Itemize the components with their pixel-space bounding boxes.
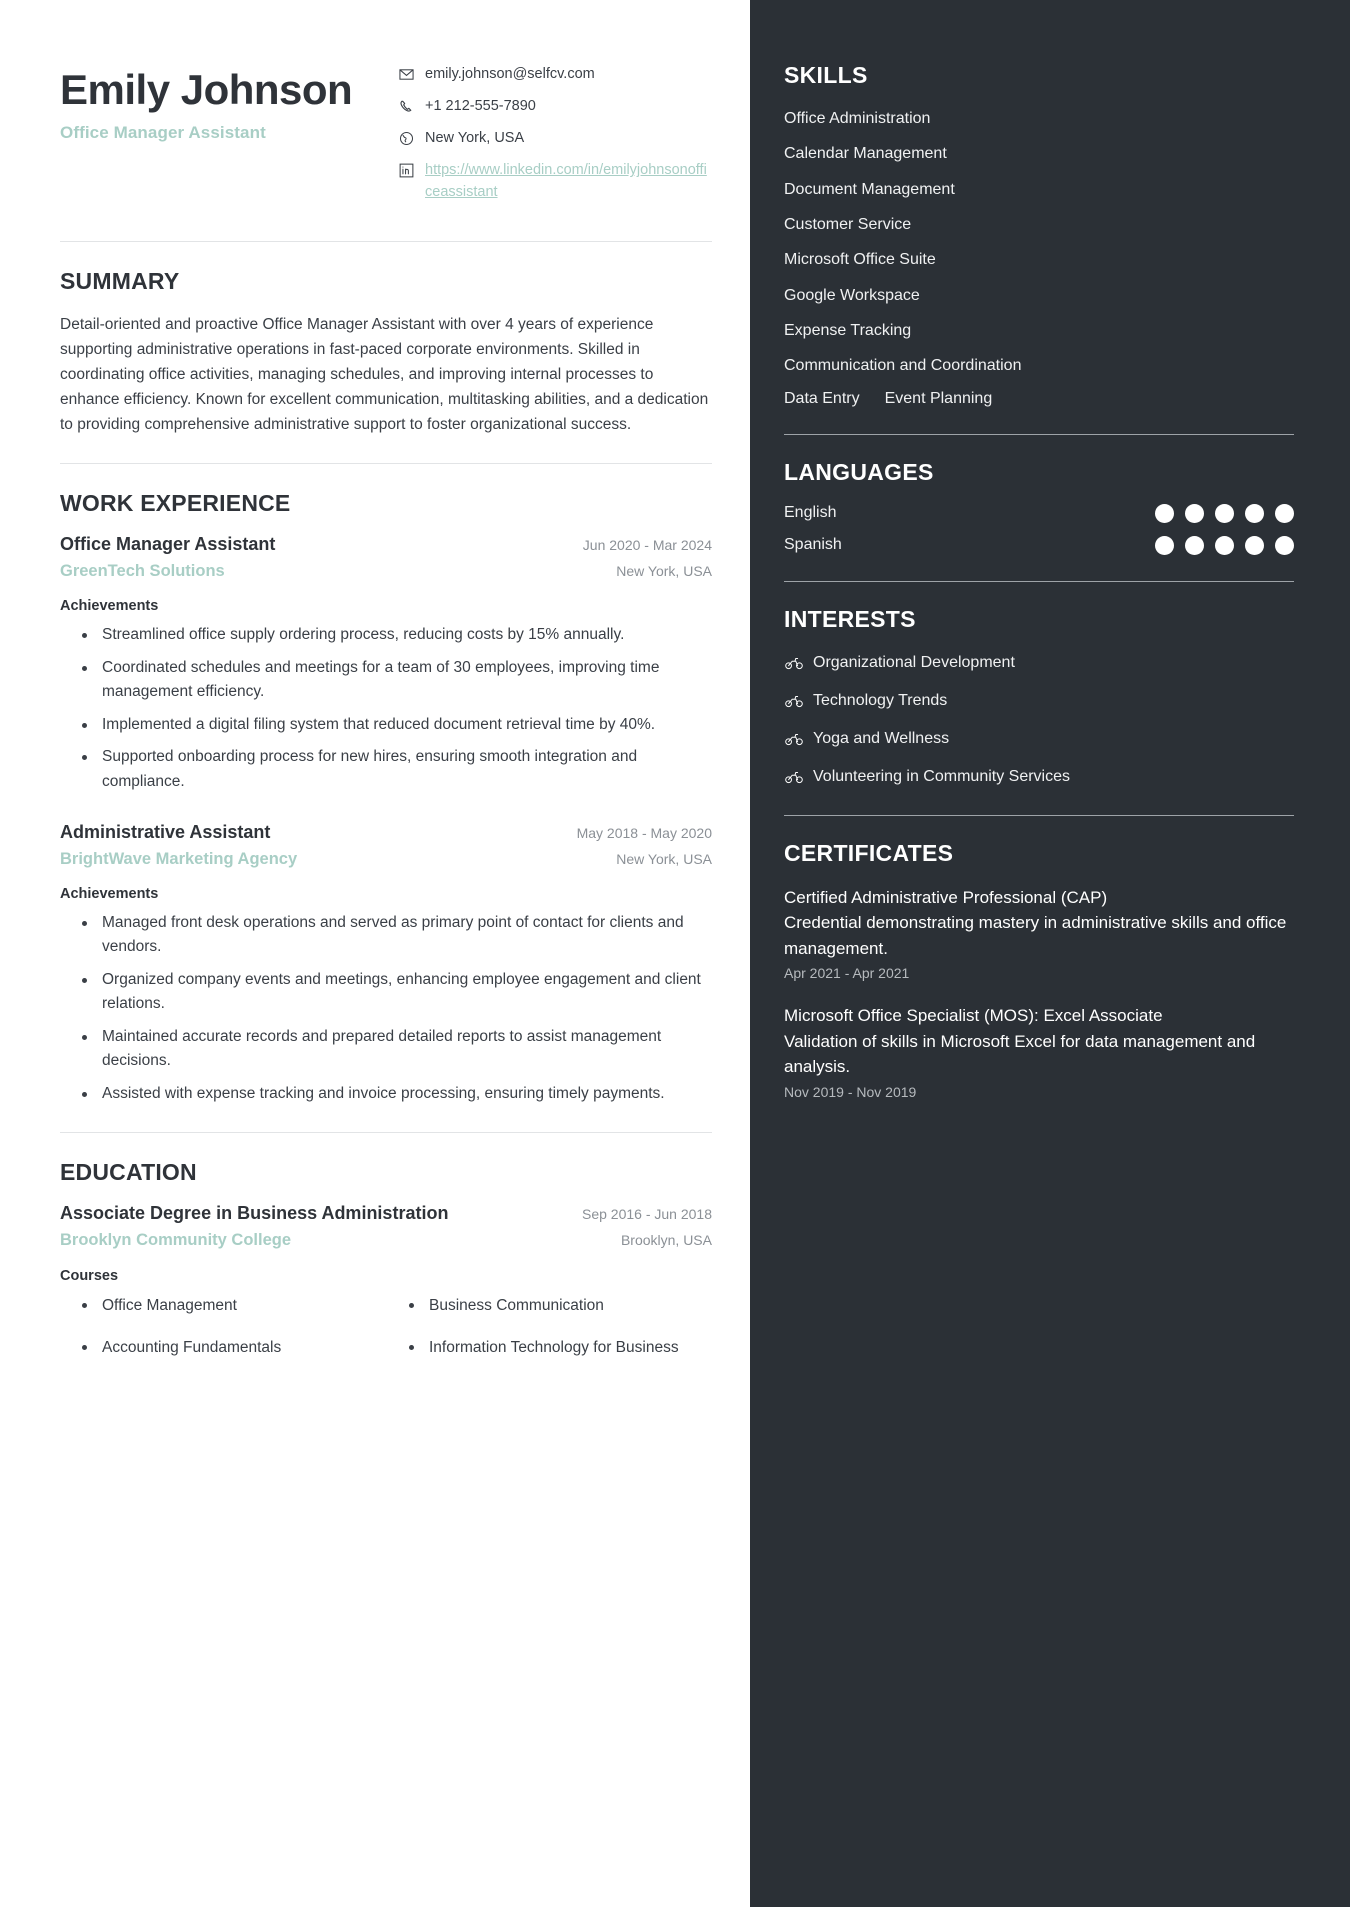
work-divider — [60, 1132, 712, 1133]
achievements-label: Achievements — [60, 886, 159, 902]
work-entry — [60, 534, 712, 794]
work-bullet-list — [60, 911, 712, 1106]
work-date: Jun 2020 - Mar 2024 — [582, 537, 712, 554]
language-row — [784, 536, 1294, 555]
work-organization: GreenTech Solutions — [60, 562, 225, 581]
education-entry-top — [60, 1203, 712, 1224]
work-bullet: Coordinated schedules and meetings for a team of 30 employees, improving time management efficiency. — [82, 656, 712, 705]
bicycle-icon — [784, 694, 804, 708]
header-divider — [60, 241, 712, 242]
courses-label: Courses — [60, 1268, 119, 1285]
interest-label: Organizational Development — [813, 653, 1015, 671]
sidebar — [750, 0, 1350, 1907]
name-block — [60, 58, 352, 143]
interest-label: Yoga and Wellness — [813, 729, 950, 747]
sidebar-divider — [784, 815, 1294, 816]
level-dot — [1245, 536, 1264, 555]
work-bullet: Managed front desk operations and served as primary point of contact for clients and vendors. — [82, 911, 712, 960]
interest-label: Volunteering in Community Services — [813, 767, 1071, 785]
interest-row — [784, 651, 1294, 675]
skill-inline-row — [784, 390, 1294, 408]
certificate-name: Certified Administrative Professional (CAP) — [784, 887, 1108, 907]
course-item: Information Technology for Business — [409, 1336, 712, 1360]
summary-heading: SUMMARY — [60, 267, 180, 294]
certificates-heading: CERTIFICATES — [784, 839, 954, 866]
level-dot — [1275, 504, 1294, 523]
language-row — [784, 504, 1294, 523]
skill-item: Communication and Coordination — [784, 357, 1022, 375]
contact-location — [397, 128, 712, 149]
skill-item: Calendar Management — [784, 145, 947, 163]
contact-linkedin[interactable] — [397, 160, 712, 204]
bicycle-icon — [784, 732, 804, 746]
languages-heading: LANGUAGES — [784, 458, 934, 485]
skill-item: Google Workspace — [784, 286, 920, 304]
language-name: Spanish — [784, 536, 842, 553]
skill-item: Event Planning — [884, 389, 993, 407]
certificate-date: Apr 2021 - Apr 2021 — [784, 965, 910, 981]
phone-icon — [397, 97, 415, 115]
education-degree: Associate Degree in Business Administration — [60, 1203, 449, 1224]
globe-icon — [397, 129, 415, 147]
sidebar-section-skills — [784, 62, 1294, 408]
sidebar-section-certificates — [784, 840, 1294, 1100]
level-dot — [1245, 504, 1264, 523]
work-entry-sub — [60, 850, 712, 869]
level-dot — [1215, 536, 1234, 555]
certificate-name: Microsoft Office Specialist (MOS): Excel Associate — [784, 1006, 1163, 1025]
sidebar-section-languages — [784, 459, 1294, 555]
certificate-item — [784, 885, 1294, 982]
contact-phone-text: +1 212-555-7890 — [425, 98, 536, 115]
skill-item: Expense Tracking — [784, 321, 912, 339]
bicycle-icon — [784, 656, 804, 670]
certificate-date: Nov 2019 - Nov 2019 — [784, 1083, 917, 1100]
level-dot — [1275, 536, 1294, 555]
skill-item: Office Administration — [784, 110, 931, 127]
skill-item: Customer Service — [784, 215, 912, 233]
work-heading: WORK EXPERIENCE — [60, 490, 291, 517]
contact-location-text: New York, USA — [425, 130, 525, 147]
level-dot — [1185, 504, 1204, 523]
sidebar-section-interests — [784, 606, 1294, 789]
envelope-icon — [397, 65, 415, 83]
course-item: Business Communication — [409, 1294, 712, 1318]
skills-heading: SKILLS — [784, 62, 868, 88]
sidebar-divider — [784, 434, 1294, 435]
work-date: May 2018 - May 2020 — [576, 825, 712, 841]
certificate-description: Validation of skills in Microsoft Excel for data management and analysis. — [784, 1031, 1256, 1076]
contact-list — [397, 58, 712, 215]
work-location: New York, USA — [616, 563, 712, 580]
work-bullet: Organized company events and meetings, enhancing employee engagement and client relations. — [82, 968, 712, 1017]
work-bullet: Implemented a digital filing system that reduced document retrieval time by 40%. — [82, 713, 712, 737]
contact-email-text: emily.johnson@selfcv.com — [425, 66, 595, 82]
level-dot — [1215, 504, 1234, 523]
work-entry-sub — [60, 562, 712, 581]
education-location: Brooklyn, USA — [620, 1232, 712, 1249]
interest-row — [784, 689, 1294, 713]
work-entry — [60, 822, 712, 1106]
work-bullet-list — [60, 623, 712, 794]
sidebar-divider — [784, 581, 1294, 582]
language-level-dots — [1155, 536, 1294, 555]
page-title: Emily Johnson — [60, 66, 353, 113]
skill-item: Document Management — [784, 180, 955, 198]
work-role: Office Manager Assistant — [60, 534, 276, 555]
summary-divider — [60, 463, 712, 464]
courses-grid — [60, 1294, 712, 1360]
section-summary — [60, 268, 712, 438]
education-entry — [60, 1203, 712, 1360]
work-location: New York, USA — [616, 851, 712, 867]
achievements-label: Achievements — [60, 598, 159, 615]
interest-row — [784, 765, 1294, 789]
level-dot — [1155, 504, 1174, 523]
certificate-item — [784, 1003, 1294, 1100]
skill-item: Microsoft Office Suite — [784, 251, 936, 269]
skill-item: Data Entry — [784, 389, 860, 407]
language-level-dots — [1155, 504, 1294, 523]
education-heading: EDUCATION — [60, 1159, 197, 1186]
linkedin-icon — [397, 161, 415, 179]
contact-phone — [397, 96, 712, 117]
work-organization: BrightWave Marketing Agency — [60, 850, 298, 868]
contact-email — [397, 64, 712, 85]
education-date: Sep 2016 - Jun 2018 — [582, 1206, 712, 1223]
section-work-experience — [60, 490, 712, 1106]
section-education — [60, 1159, 712, 1360]
resume-header — [60, 58, 712, 215]
work-bullet: Streamlined office supply ordering process, reducing costs by 15% annually. — [82, 623, 712, 647]
education-school: Brooklyn Community College — [60, 1231, 292, 1250]
work-entry-top — [60, 534, 712, 555]
course-item: Office Management — [82, 1294, 385, 1318]
bicycle-icon — [784, 770, 804, 784]
course-item: Accounting Fundamentals — [82, 1336, 385, 1360]
work-bullet: Assisted with expense tracking and invoice processing, ensuring timely payments. — [82, 1082, 712, 1106]
interests-heading: INTERESTS — [784, 605, 916, 632]
summary-text: Detail-oriented and proactive Office Manager Assistant with over 4 years of experience supporting administrative operations in fast-paced corporate environments. Skilled in coordinating office activities, managing schedules, and improving internal processes to enhance efficiency. Known for excellent communication, multitasking abilities, and a dedication to providing comprehensive administrative support to foster organizational success. — [60, 315, 709, 433]
interest-label: Technology Trends — [813, 691, 948, 709]
header-job-title: Office Manager Assistant — [60, 123, 266, 143]
level-dot — [1155, 536, 1174, 555]
work-role: Administrative Assistant — [60, 822, 271, 842]
language-name: English — [784, 504, 837, 521]
certificate-description: Credential demonstrating mastery in administrative skills and office management. — [784, 913, 1287, 958]
education-entry-sub — [60, 1231, 712, 1250]
level-dot — [1185, 536, 1204, 555]
interest-row — [784, 727, 1294, 751]
contact-linkedin-link[interactable]: https://www.linkedin.com/in/emilyjohnsonofficeassistant — [425, 162, 707, 200]
work-entry-top — [60, 822, 712, 843]
work-bullet: Maintained accurate records and prepared detailed reports to assist management decisions. — [82, 1025, 712, 1074]
work-bullet: Supported onboarding process for new hires, ensuring smooth integration and compliance. — [82, 745, 712, 794]
